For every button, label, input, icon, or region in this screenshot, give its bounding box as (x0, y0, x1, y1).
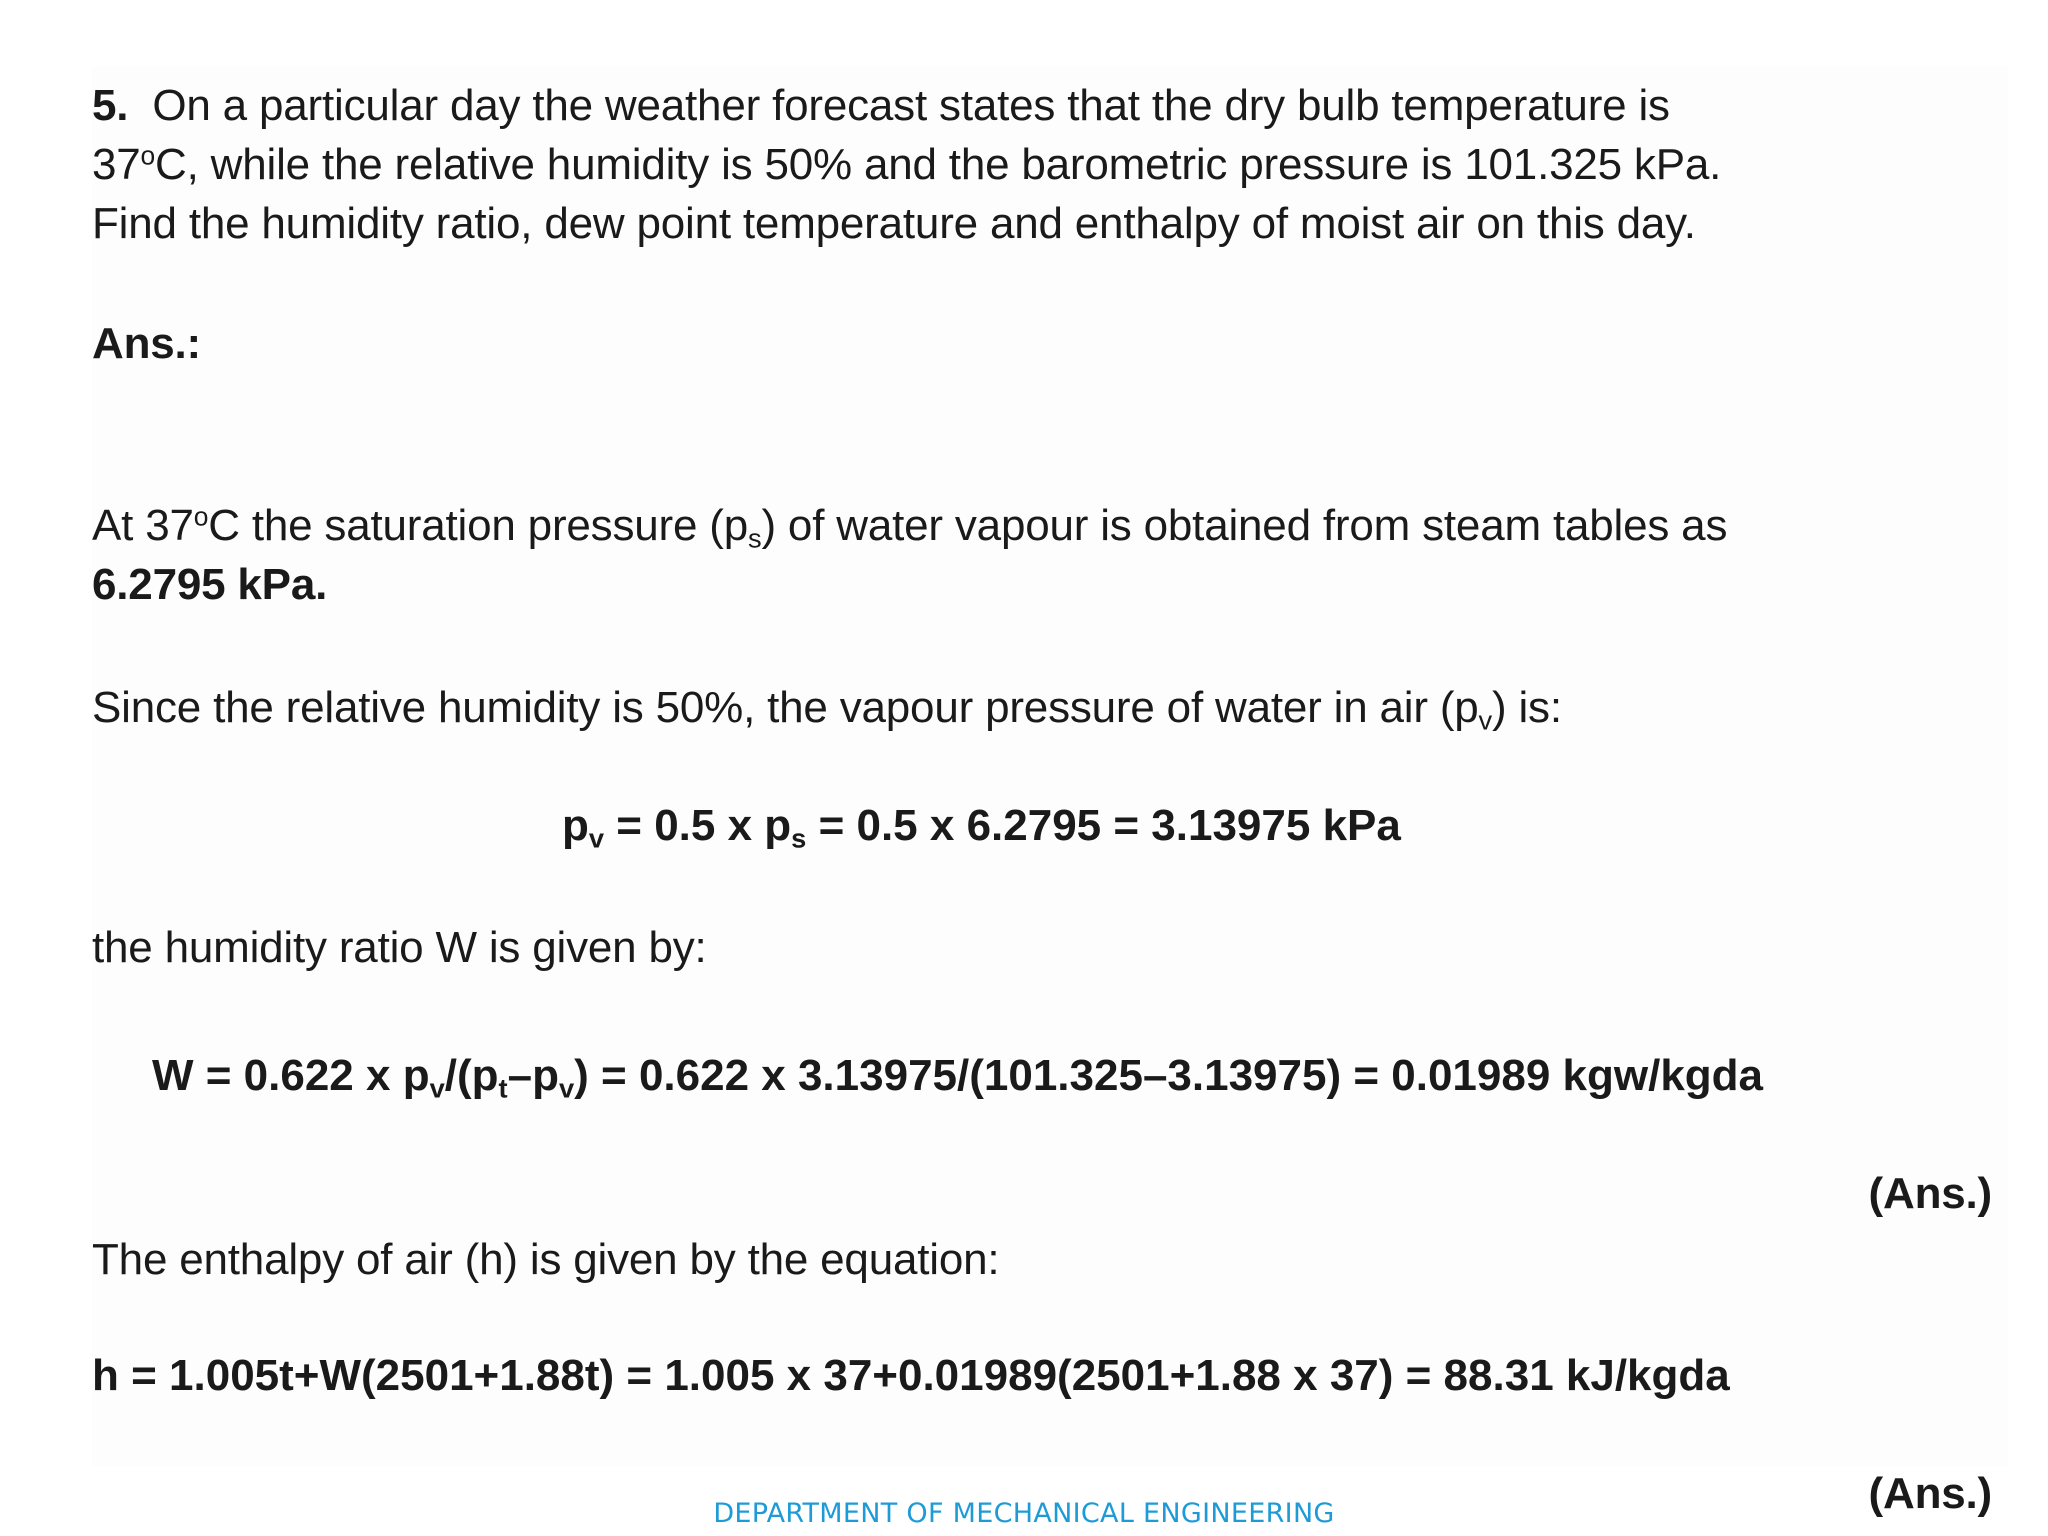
answer-label: Ans.: (92, 319, 202, 368)
footer-department: DEPARTMENT OF MECHANICAL ENGINEERING (713, 1498, 1335, 1529)
question-line-2: 37$^o$C, while the relative humidity is 50% and the barometric pressure is 101.325 kPa. (92, 140, 1722, 189)
ans-marker-humidity: (Ans.) (1868, 1169, 1992, 1218)
saturation-pressure-value: 6.2795 kPa. (92, 560, 328, 609)
question-text (92, 76, 1992, 253)
humidity-ratio-equation: W = 0.622 x $p_v/(p_t-p_v) = 0.622$ x 3.13975/(101.325–3.13975) = 0.01989 kgw/kgda (152, 1051, 1764, 1104)
question-line-1: 5. On a particular day the weather forecast states that the dry bulb temperature is (92, 81, 1670, 130)
saturation-pressure-text: At 37$^o$C the saturation pressure $(p_s)$ of water vapour is obtained from steam tables as 6.2795 kPa. (92, 496, 1992, 614)
vapour-pressure-text: Since the relative humidity is 50%, the vapour pressure of water in air $(p_v)$ is: (92, 683, 1562, 736)
enthalpy-equation: h = 1.005t+W(2501+1.88t) = 1.005 x 37+0.01989(2501+1.88 x 37) = 88.31 kJ/kgda (92, 1351, 1730, 1400)
ans-marker-enthalpy: (Ans.) (1868, 1469, 1992, 1518)
enthalpy-text: The enthalpy of air (h) is given by the equation: (92, 1235, 1000, 1284)
question-line-3: Find the humidity ratio, dew point temperature and enthalpy of moist air on this day. (92, 199, 1696, 248)
humidity-ratio-text: the humidity ratio W is given by: (92, 923, 707, 972)
question-number: 5. (92, 81, 129, 130)
vapour-pressure-equation: $p_v = 0.5$ x $p_s = 0.5$ x 6.2795 = 3.13975 kPa (562, 801, 1401, 854)
